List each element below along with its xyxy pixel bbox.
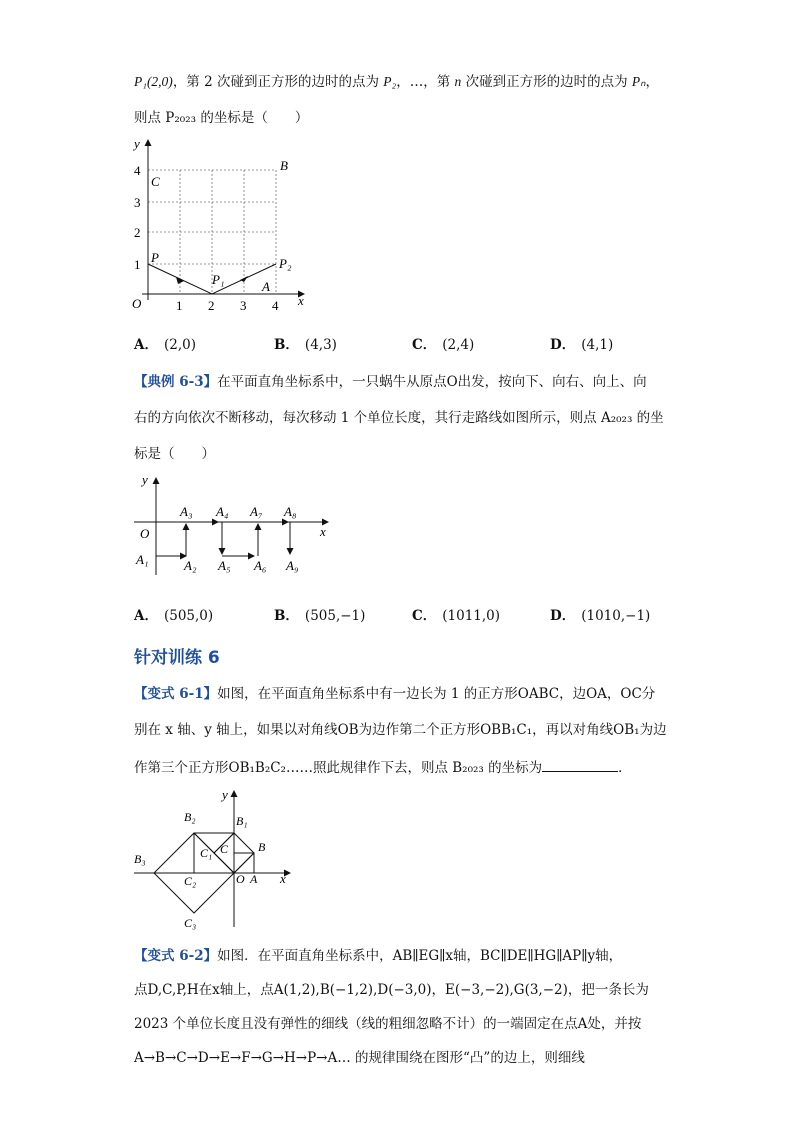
q2-origin-label: O (140, 526, 150, 541)
q3-origin-label: O (236, 872, 245, 886)
q2-option-d[interactable]: D． (1010,−1) (550, 608, 651, 624)
q1-option-d[interactable]: D． (4,1) (550, 337, 614, 353)
q1-ytick-1: 1 (134, 257, 141, 272)
q1-point-a: A (262, 279, 270, 294)
q1-point-p2: P₂ (279, 256, 292, 271)
q1-x-label: x (298, 293, 304, 308)
q2-option-c[interactable]: C． (1011,0) (412, 608, 501, 624)
q2-x-label: x (320, 524, 326, 539)
q4-line2: 点D,C,P,H在x轴上，点A(1,2),B(−1,2),D(−3,0)，E(−3,−2),G(3,−2)，把一条长为 (134, 982, 649, 998)
q4-line1: 【变式 6-2】如图．在平面直角坐标系中，AB∥EG∥x轴，BC∥DE∥HG∥AP∥y轴， (134, 948, 623, 964)
q3-point-c3: C₃ (184, 916, 197, 930)
section-title: 针对训练 6 (134, 648, 220, 668)
q2-y-label: y (142, 472, 148, 487)
q3-point-c: C (220, 842, 229, 856)
q2-line2: 右的方向依次不断移动，每次移动 1 个单位长度，其行走路线如图所示，则点 A₂₀₂₃ 的坐 (134, 410, 664, 426)
q2-line3: 标是（ ） (134, 446, 215, 462)
q4-line4: A→B→C→D→E→F→G→H→P→A… 的规律围绕在图形“凸”的边上，则细线 (134, 1050, 585, 1066)
q2-point-a3: A₃ (180, 504, 193, 519)
q3-point-a: A (250, 872, 258, 886)
q2-point-a8: A₈ (284, 504, 297, 519)
q1-xtick-2: 2 (208, 298, 215, 313)
q2-option-a[interactable]: A． (505,0) (134, 608, 214, 624)
q3-x-label: x (280, 871, 286, 886)
q1-origin-label: O (132, 296, 142, 311)
q3-point-c1: C₁ (200, 846, 213, 860)
q3-point-b3: B₃ (134, 852, 146, 866)
q2-line1: 【典例 6-3】在平面直角坐标系中，一只蜗牛从原点O出发，按向下、向右、向上、向 (134, 374, 647, 390)
q3-y-label: y (222, 787, 228, 802)
q1-ytick-4: 4 (134, 163, 141, 178)
q1-xtick-3: 3 (240, 298, 247, 313)
q3-line2: 别在 x 轴、y 轴上，如果以对角线OB为边作第二个正方形OBB₁C₁，再以对角线OB₁为边 (134, 722, 667, 738)
q1-line2: 则点 P₂₀₂₃ 的坐标是（ ） (134, 110, 309, 126)
q2-figure (128, 470, 348, 580)
q1-line1: P₁(2,0)，第 2 次碰到正方形的边时的点为 P₂，…，第 n 次碰到正方形的边时的点为 Pₙ， (134, 74, 660, 90)
q3-point-c2: C₂ (184, 874, 197, 888)
q1-y-label: y (134, 136, 140, 151)
q3-answer-blank[interactable] (542, 759, 618, 772)
q3-point-b1: B₁ (236, 814, 248, 828)
q2-option-b[interactable]: B． (505,−1) (274, 608, 366, 624)
q3-line1: 【变式 6-1】如图，在平面直角坐标系中有一边长为 1 的正方形OABC，边OA，OC分 (134, 686, 656, 702)
q2-point-a7: A₇ (250, 504, 263, 519)
q4-line3: 2023 个单位长度且没有弹性的细线（线的粗细忽略不计）的一端固定在点A处，并按 (134, 1016, 642, 1032)
q1-xtick-4: 4 (272, 298, 279, 313)
q3-figure (128, 785, 298, 933)
q2-point-a4: A₄ (216, 504, 229, 519)
q2-point-a5: A₅ (218, 558, 231, 573)
q1-figure (128, 130, 318, 315)
q1-option-b[interactable]: B． (4,3) (274, 337, 337, 353)
q2-point-a6: A₆ (254, 558, 267, 573)
q3-point-b2: B₂ (184, 810, 196, 824)
q2-point-a2: A₂ (184, 558, 197, 573)
q1-point-b: B (280, 158, 288, 173)
q1-option-a[interactable]: A． (2,0) (134, 337, 196, 353)
q3-tag: 【变式 6-1】 (134, 686, 218, 702)
q1-xtick-1: 1 (176, 298, 183, 313)
q1-p1-coord: P₁(2,0) (134, 74, 173, 89)
q2-tag: 【典例 6-3】 (134, 374, 218, 390)
q3-point-b: B (258, 840, 266, 854)
q2-path (156, 522, 290, 556)
q1-arrow-2 (240, 276, 248, 282)
q1-point-c: C (151, 174, 160, 189)
q2-point-a1: A₁ (136, 552, 149, 567)
q3-line3: 作第三个正方形OB₁B₂C₂……照此规律作下去，则点 B₂₀₂₃ 的坐标为 ． (134, 760, 632, 776)
q4-tag: 【变式 6-2】 (134, 948, 218, 964)
q1-point-p1: P₁ (212, 272, 225, 287)
q1-ytick-3: 3 (134, 195, 141, 210)
q2-point-a9: A₉ (286, 558, 299, 573)
q1-point-p: P (151, 250, 159, 265)
q1-option-c[interactable]: C． (2,4) (412, 337, 475, 353)
q1-ytick-2: 2 (134, 225, 141, 240)
